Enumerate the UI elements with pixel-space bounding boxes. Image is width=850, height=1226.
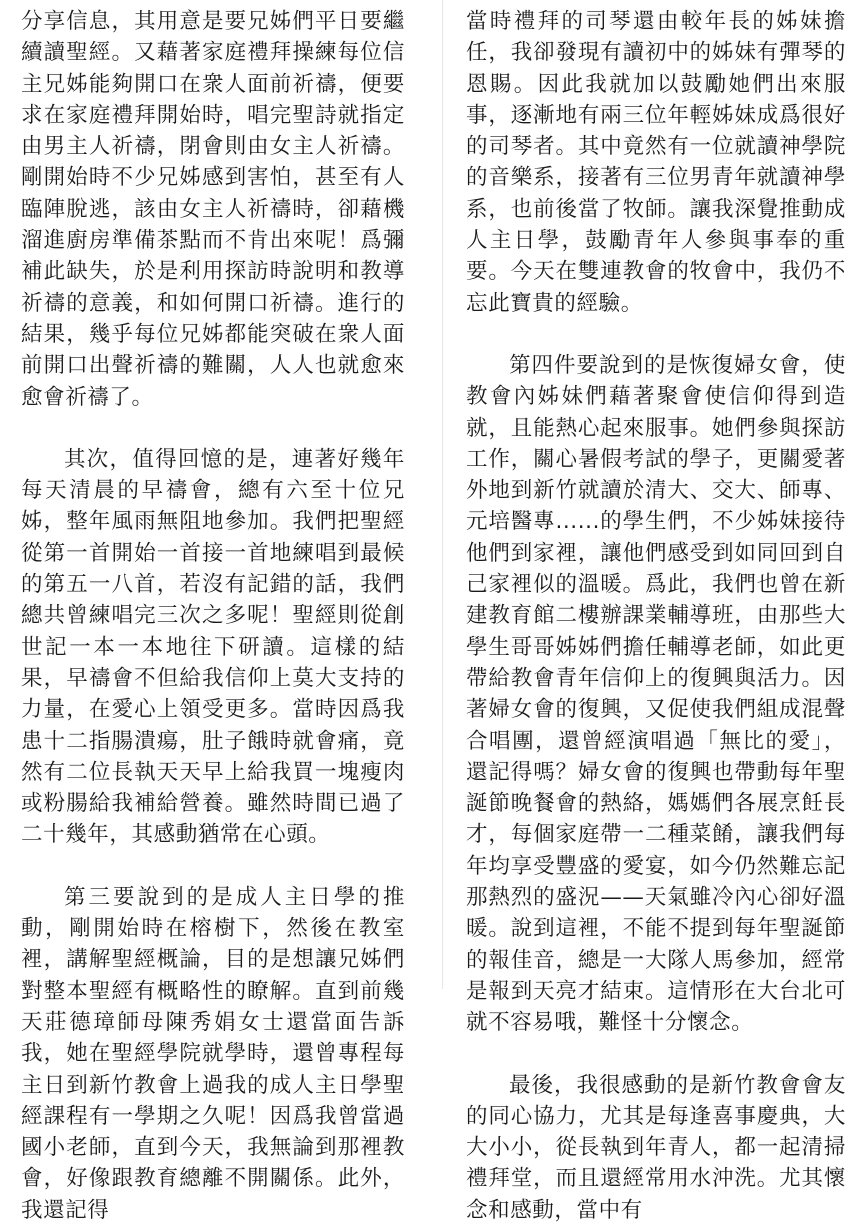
paragraph-family-worship: 分享信息，其用意是要兄姊們平日要繼續讀聖經。又藉著家庭禮拜操練每位信主兄姊能夠開口在衆人面前祈禱，便要求在家庭禮拜開始時，唱完聖詩就指定由男主人祈禱，閉會則由女主人祈禱。剛開始時不少兄姊感到害怕，甚至有人臨陣脫逃，該由女主人祈禱時，卻藉機溜進廚房準備茶點而不肯出來呢！爲彌補此缺失，於是利用探訪時說明和教導祈禱的意義，和如何開口祈禱。進行的結果，幾乎每位兄姊都能突破在衆人面前開口出聲祈禱的難關，人人也就愈來愈會祈禱了。 bbox=[21, 9, 405, 410]
paragraph-church-unity: 最後，我很感動的是新竹教會會友的同心協力，尤其是每逢喜事慶典，大大小小，從長執到年青人，都一起清掃禮拜堂，而且還經常用水沖洗。尤其懷念和感動，當中有 bbox=[466, 1072, 846, 1223]
left-column bbox=[21, 6, 405, 1226]
paragraph-organists: 當時禮拜的司琴還由較年長的姊妹擔任，我卻發現有讀初中的姊妹有彈琴的恩賜。因此我就加以鼓勵她們出來服事，逐漸地有兩三位年輕姊妹成爲很好的司琴者。其中竟然有一位就讀神學院的音樂系，接著有三位男青年就讀神學系，也前後當了牧師。讓我深覺推動成人主日學，鼓勵青年人參與事奉的重要。今天在雙連教會的牧會中，我仍不忘此寶貴的經驗。 bbox=[466, 9, 846, 316]
paragraph-adult-sunday-school: 第三要說到的是成人主日學的推動，剛開始時在榕樹下，然後在教室裡，講解聖經概論，目的是想讓兄姊們對整本聖經有概略性的瞭解。直到前幾天莊德璋師母陳秀娟女士還當面告訴我，她在聖經學院就學時，還曾專程每主日到新竹教會上過我的成人主日學聖經課程有一學期之久呢！因爲我曾當過國小老師，直到今天，我無論到那裡教會，好像跟教育總離不開關係。此外，我還記得 bbox=[21, 884, 405, 1223]
right-column bbox=[466, 6, 846, 1226]
column-gutter bbox=[442, 0, 443, 989]
paragraph-morning-prayer: 其次，值得回憶的是，連著好幾年每天清晨的早禱會，總有六至十位兄姊，整年風雨無阻地參加。我們把聖經從第一首開始一首接一首地練唱到最候的第五一八首，若沒有記錯的話，我們總共曾練唱完三次之多呢！聖經則從創世記一本一本地往下研讀。這樣的結果，早禱會不但給我信仰上莫大支持的力量，在愛心上領受更多。當時因爲我患十二指腸潰瘍，肚子餓時就會痛，竟然有二位長執天天早上給我買一塊瘦肉或粉腸給我補給營養。雖然時間已過了二十幾年，其感動猶常在心頭。 bbox=[21, 446, 405, 848]
paragraph-womens-fellowship: 第四件要說到的是恢復婦女會，使教會內姊妹們藉著聚會使信仰得到造就，且能熱心起來服事。她們參與探訪工作，關心暑假考試的學子，更關愛著外地到新竹就讀於清大、交大、師專、元培醫專......的學生們，不少姊妹接待他們到家裡，讓他們感受到如同回到自己家裡似的溫暖。爲此，我們也曾在新建教育館二樓辦課業輔導班，由那些大學生哥哥姊姊們擔任輔導老師，如此更帶給教會青年信仰上的復興與活力。因著婦女會的復興，又促使我們組成混聲合唱團，還曾經演唱過「無比的愛」，還記得嗎？婦女會的復興也帶動每年聖誕節晚餐會的熱絡，媽媽們各展烹飪長才，每個家庭帶一二種菜餚，讓我們每年均享受豐盛的愛宴，如今仍然難忘記那熱烈的盛況——天氣雖冷內心卻好溫暖。說到這裡，不能不提到每年聖誕節的報佳音，總是一大隊人馬參加，經常是報到天亮才結束。這情形在大台北可就不容易哦，難怪十分懷念。 bbox=[466, 352, 846, 1036]
